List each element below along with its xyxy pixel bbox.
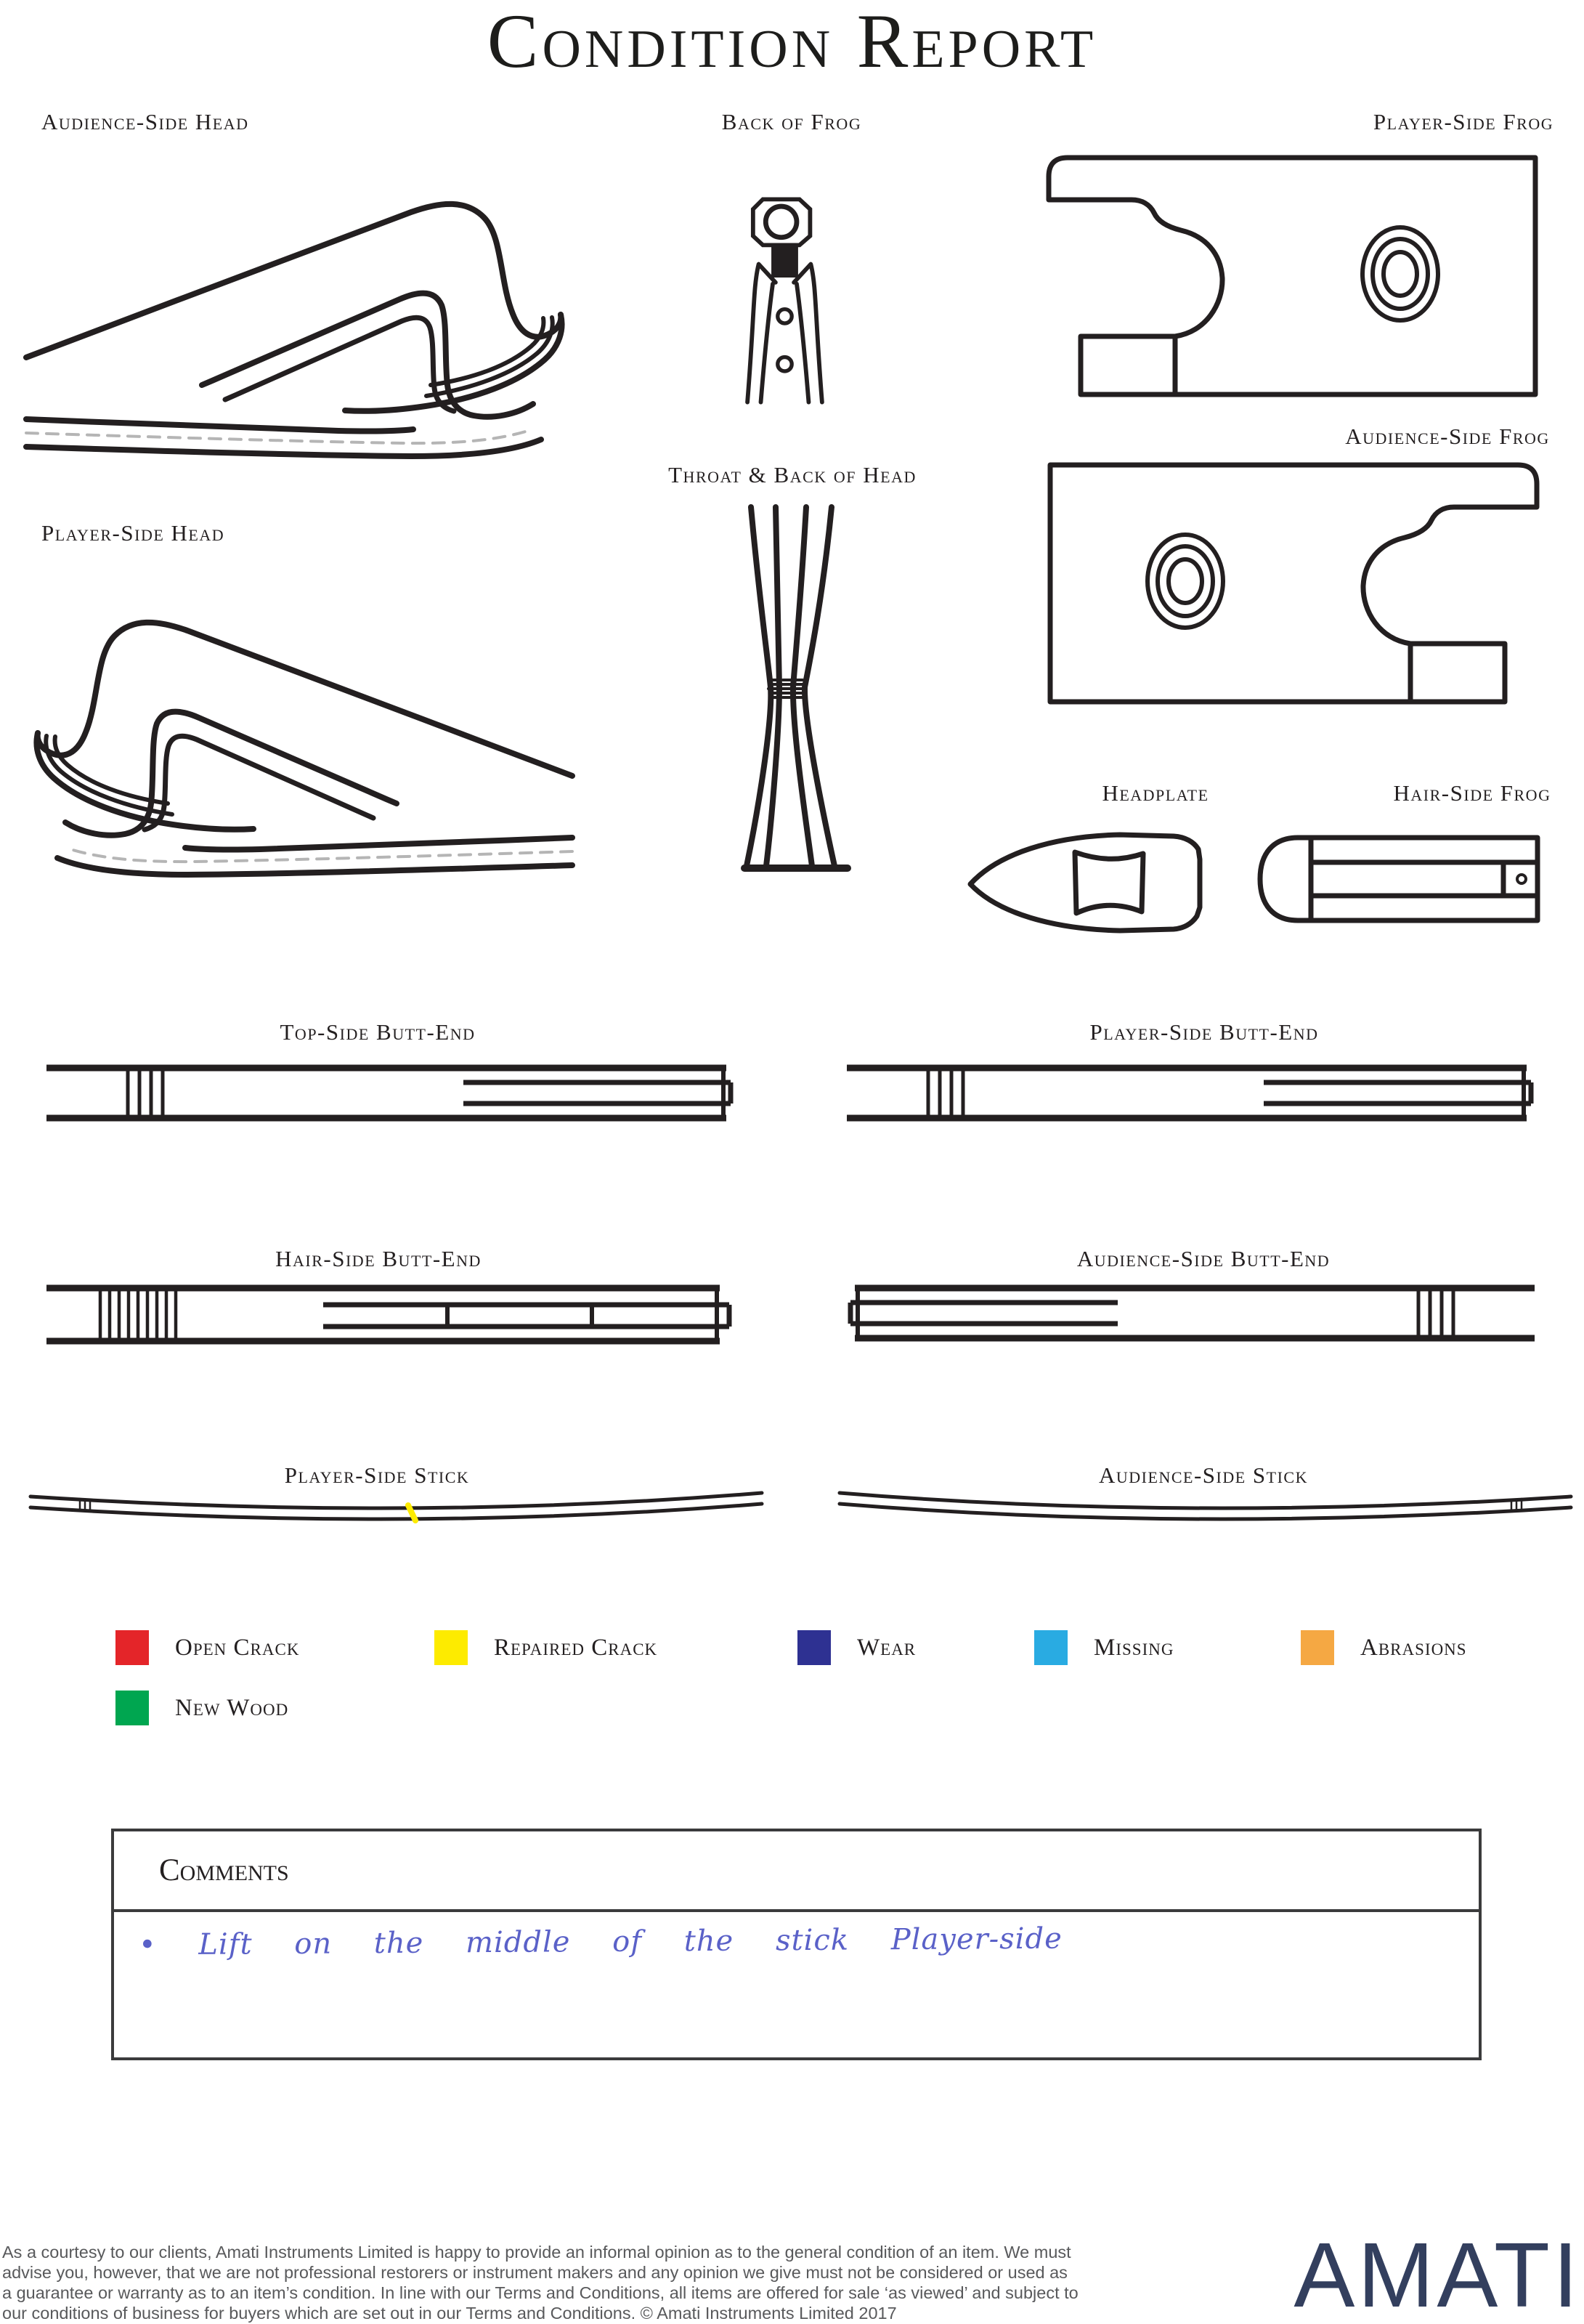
stick-bottom-curve: [31, 1504, 762, 1519]
button-stem: [771, 245, 798, 278]
throat-outer-right: [805, 507, 834, 866]
lapping-lines: [100, 1289, 176, 1340]
hair-side-frog-drawing: [1253, 832, 1543, 926]
frog-inner-right: [797, 284, 808, 402]
pin-lower: [778, 357, 792, 371]
legend-item-missing: Missing: [1034, 1630, 1174, 1665]
headplate-mortise: [1075, 852, 1143, 913]
label-player-side-head: Player-Side Head: [41, 520, 225, 546]
mortise-hatching: [768, 680, 806, 697]
channel-dividers: [447, 1305, 592, 1327]
label-player-side-butt-end: Player-Side Butt-End: [1089, 1019, 1319, 1045]
pin-upper: [778, 309, 792, 323]
hair-side-frog-outline: [1260, 838, 1538, 920]
label-top-side-butt-end: Top-Side Butt-End: [280, 1019, 476, 1045]
missing-swatch: [1034, 1630, 1068, 1665]
button-eye: [765, 206, 797, 238]
label-headplate: Headplate: [1102, 780, 1209, 806]
disclaimer-text: [2, 2242, 1079, 2323]
legend-item-new-wood: New Wood: [115, 1691, 288, 1725]
lapping-lines: [128, 1069, 163, 1117]
label-hair-side-frog: Hair-Side Frog: [1393, 780, 1551, 806]
label-audience-side-butt-end: Audience-Side Butt-End: [1076, 1246, 1331, 1271]
label-hair-side-butt-end: Hair-Side Butt-End: [275, 1246, 482, 1271]
disclaimer-line: a guarantee or warranty as to an item’s condition. In line with our Terms and Conditions, all items are offered for sale ‘as viewed’ and subject to: [2, 2283, 1079, 2302]
legend-item-wear: Wear: [797, 1630, 916, 1665]
frog-eye-inner: [1384, 252, 1417, 296]
label-player-side-stick: Player-Side Stick: [284, 1462, 470, 1488]
comments-heading: Comments: [114, 1831, 1479, 1912]
legend-item-open-crack: Open Crack: [115, 1630, 299, 1665]
throat-outer-left: [747, 507, 771, 866]
head-outline: [26, 204, 561, 357]
audience-side-frog-drawing: [1040, 456, 1548, 710]
disclaimer-line: advise you, however, that we are not professional restorers or instrument makers and any opinion we give must not be considered or used as: [2, 2263, 1068, 2282]
stick-top-curve: [31, 1493, 762, 1508]
amati-logo: AMATI: [1293, 2224, 1581, 2324]
hair-side-butt-end-drawing: [44, 1282, 737, 1348]
player-side-butt-end-drawing: [844, 1062, 1538, 1124]
label-player-side-frog: Player-Side Frog: [1373, 109, 1554, 134]
audience-side-butt-end-drawing: [844, 1282, 1538, 1344]
open-crack-swatch: [115, 1630, 149, 1665]
back-of-frog-drawing: [726, 195, 842, 407]
audience-side-stick-drawing: [837, 1491, 1574, 1524]
head-chin: [345, 315, 562, 411]
page-title: Condition Report: [487, 0, 1097, 84]
label-throat-back-of-head: Throat & Back of Head: [668, 462, 917, 487]
headplate-drawing: [966, 825, 1209, 941]
legend-item-abrasions: Abrasions: [1301, 1630, 1467, 1665]
slide-pin: [1517, 875, 1526, 883]
chamfer-line-1: [202, 293, 533, 417]
top-side-butt-end-drawing: [44, 1062, 737, 1124]
abrasions-swatch: [1301, 1630, 1334, 1665]
comments-box: [111, 1829, 1482, 2060]
repaired-crack-swatch: [434, 1630, 468, 1665]
wear-swatch: [797, 1630, 831, 1665]
stick-top-line: [26, 419, 413, 432]
frog-inner-left: [761, 284, 773, 402]
audience-side-head-drawing: [19, 142, 580, 462]
disclaimer-line: As a courtesy to our clients, Amati Instruments Limited is happy to provide an informal opinion as to the general condition of an item. We must: [2, 2243, 1071, 2262]
frog-channel: [463, 1082, 731, 1104]
label-audience-side-stick: Audience-Side Stick: [1099, 1462, 1308, 1488]
frog-outline: [1049, 158, 1535, 394]
player-side-frog-drawing: [1037, 149, 1546, 403]
disclaimer-line: our conditions of business for buyers which are set out in our Terms and Conditions. © Amati Instruments Limited 2017: [2, 2304, 897, 2323]
headplate-outline: [970, 835, 1200, 931]
label-back-of-frog: Back of Frog: [721, 109, 862, 134]
new-wood-swatch: [115, 1691, 149, 1725]
label-audience-side-frog: Audience-Side Frog: [1345, 424, 1550, 449]
frog-eye-middle: [1373, 239, 1428, 309]
player-side-head-drawing: [19, 561, 580, 880]
player-side-stick-drawing: [28, 1491, 765, 1524]
legend-item-repaired-crack: Repaired Crack: [434, 1630, 657, 1665]
hair-channel: [323, 1305, 729, 1327]
handwritten-comment: • Lift on the middle of the stick Player-side: [138, 1922, 1063, 1962]
chamfer-line-2: [225, 317, 454, 411]
hair-dashed-line: [26, 431, 528, 443]
label-audience-side-head: Audience-Side Head: [41, 109, 249, 134]
throat-back-of-head-drawing: [737, 501, 864, 890]
